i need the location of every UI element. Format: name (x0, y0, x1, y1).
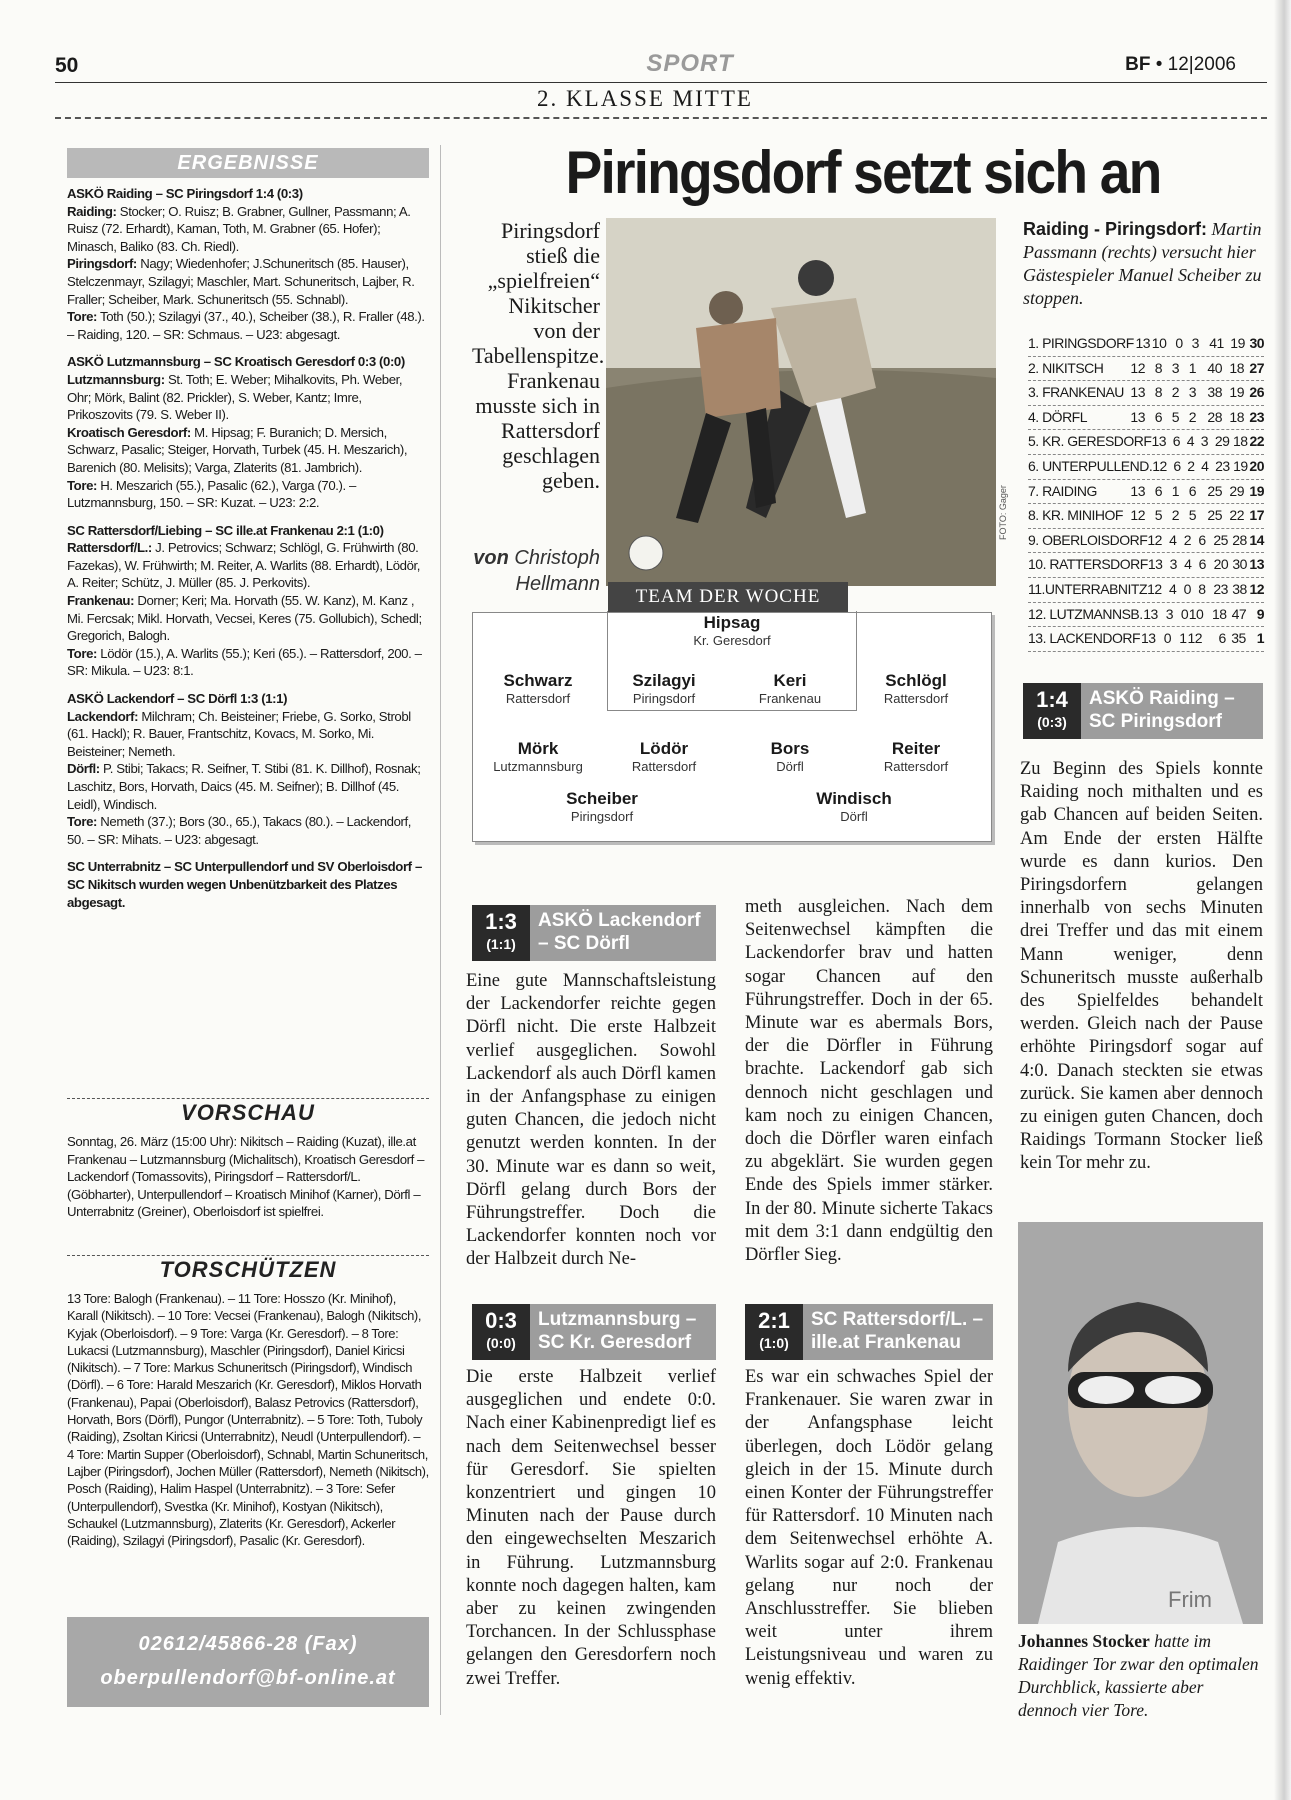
stat-value: 6 (1173, 457, 1181, 474)
vorschau-text: Sonntag, 26. März (15:00 Uhr): Nikitsch – Raiding (Kuzat), ille.at Frankenau – Lutzmannsburg (Michalitsch), Kroatisch Geresdorf – Lackendorf (Tomassovits), Piringsdorf – Rattersdorf/L. (Göbharter), Unterpullendorf – Kroatisch Minihof (Karner), Dörfl – Unterrabnitz (Greiner), Oberloisdorf ist spielfrei. (67, 1134, 425, 1220)
byline (472, 545, 600, 597)
standings-row (1028, 553, 1264, 578)
report-text: Die erste Halbzeit verlief ausgeglichen und endete 0:0. Nach einer Kabinenpredigt lief es nach dem Seitenwechsel besser für Geresdorf. Sie spielten konzentriert und gingen 10 Minuten nach der Pause durch den eingewechselten Meszarich in Führung. Lutzmannsburg konnte noch dagegen halten, kam aber zu keinen zwingenden Torchancen. In der Schlussphase gelangen den Geresdorfern noch zwei Treffer. (466, 1367, 716, 1689)
stat-value: 6 (1198, 531, 1206, 548)
stat-value: 0 (1180, 605, 1189, 622)
points: 19 (1249, 482, 1264, 499)
team-name: 12. LUTZMANNSB. (1028, 605, 1143, 622)
report-text: Zu Beginn des Spiels konnte Raiding noch mithalten und es gab Chancen auf beiden Seiten. Am Ende der ersten Hälfte wurde es dann kurios. Den Piringsdorfern gelangen innerhalb von sechs Minuten drei Treffer und das mit einem Mann weniger, denn Schuneritsch musste außerhalb des Spielfeldes behandelt werden. Gleich nach der Pause erhöhte Piringsdorf sogar auf 4:0. Danach steckten sie etwas zurück. Sie kamen aber dennoch zu einigen guten Chancen, doch Raidings Tormann Stocker ließ kein Tor mehr zu. (1020, 759, 1263, 1174)
team-name: 8. KR. MINIHOF (1028, 507, 1123, 524)
ergebnisse-heading: ERGEBNISSE (67, 148, 429, 178)
stat-value: 6 (1218, 630, 1226, 647)
points: 30 (1249, 335, 1265, 351)
portrait-photo (1018, 1222, 1263, 1624)
stat-value: 25 (1207, 507, 1222, 524)
stat-value: 47 (1231, 605, 1247, 622)
team-player (473, 671, 603, 706)
stat-value: 23 (1213, 580, 1228, 597)
game-title: ASKÖ Lutzmannsburg – SC Kroatisch Geresdorf 0:3 (0:0) (67, 354, 405, 370)
score-box (1023, 683, 1263, 739)
stat-value: 2 (1188, 408, 1196, 425)
player-club: Piringsdorf (570, 809, 634, 824)
player-club: Dörfl (776, 759, 804, 774)
stat-value: 20 (1213, 556, 1229, 573)
goals: Tore: Lödör (15.), A. Warlits (55.); Keri (65.). – Rattersdorf, 200. – SR: Mikula. – U23: 8:1. (67, 645, 422, 679)
game-result (67, 522, 429, 680)
player-club: Rattersdorf (883, 759, 949, 774)
lineup: Raiding: Stocker; O. Ruisz; B. Grabner, Gullner, Passmann; A. Ruisz (72. Erhardt), Kaman, Toth, M. Grabner (65. Hofer); Minasch, Baliko (83. Ch. Riedl). (67, 203, 411, 254)
stat-value: 3 (1200, 433, 1209, 450)
stat-value: 6 (1154, 408, 1162, 425)
team-player (537, 789, 667, 824)
stat-value: 2 (1171, 507, 1179, 524)
stat-value: 13 (1147, 556, 1163, 573)
stat-value: 12 (1130, 359, 1145, 376)
player-name: Scheiber (566, 789, 638, 808)
player-name: Reiter (891, 739, 941, 758)
stat-value: 29 (1229, 482, 1244, 499)
issue-date: 12|2006 (1167, 54, 1236, 75)
match-teams: ASKÖ Lackendorf – SC Dörfl (530, 905, 716, 961)
match-teams: Lutzmannsburg – SC Kr. Geresdorf (530, 1304, 716, 1360)
lineup: Kroatisch Geresdorf: M. Hipsag; F. Buranich; D. Mersich, Schwarz, Pasalic; Steiger, Horvath, Turbek (45. H. Meszarich), Barenich (80. Melisits); Varga, Zlaterits (81. Jambrich). (67, 424, 408, 475)
stat-value: 25 (1213, 531, 1228, 548)
team-name: 3. FRANKENAU (1028, 384, 1124, 401)
stat-value: 12 (1147, 580, 1162, 597)
team-player (599, 671, 729, 706)
caption-name: Johannes Stocker (1018, 1631, 1150, 1651)
half-time-score: (0:3) (1037, 714, 1067, 730)
player-club: Rattersdorf (883, 691, 949, 706)
stat-value: 40 (1207, 359, 1222, 376)
points: 22 (1249, 433, 1265, 450)
teaser: Piringsdorf stieß die „spielfreien“ Nikitscher von der Tabellenspitze. Frankenau musste sich in Rattersdorf geschlagen geben. (472, 218, 605, 493)
stat-value: 3 (1191, 335, 1199, 351)
game-title: ASKÖ Lackendorf – SC Dörfl 1:3 (1:1) (67, 691, 288, 707)
team-name: 11.UNTERRABNITZ (1028, 580, 1148, 597)
divider (67, 1255, 429, 1256)
stat-value: 13 (1130, 384, 1145, 401)
standings-table (1028, 332, 1264, 652)
points: 23 (1249, 408, 1264, 425)
stat-value: 6 (1188, 482, 1196, 499)
stat-value: 22 (1229, 507, 1244, 524)
stat-value: 18 (1232, 433, 1248, 450)
stat-value: 13 (1143, 605, 1158, 622)
lineup: Lutzmannsburg: St. Toth; E. Weber; Mihalkovits, Ph. Weber, Ohr; Mörk, Balint (82. Prickler), S. Weber, Kantz; Imre, Prikoszovits (79. S. Weber II). (67, 371, 403, 423)
game-title: ASKÖ Raiding – SC Piringsdorf 1:4 (0:3) (67, 186, 303, 201)
points: 17 (1249, 507, 1264, 524)
section-title: SPORT (646, 50, 734, 77)
cancelled-games: SC Unterrabnitz – SC Unterpullendorf und SV Oberloisdorf – SC Nikitsch wurden wegen Unbenützbarkeit des Platzes abgesagt. (67, 859, 422, 910)
standings-row (1028, 455, 1264, 480)
points: 13 (1249, 556, 1264, 573)
player-club: Frankenau (758, 691, 822, 706)
stat-value: 6 (1198, 556, 1206, 573)
standings-row (1028, 381, 1264, 406)
stat-value: 0 (1183, 580, 1191, 597)
portrait-caption (1018, 1630, 1263, 1722)
player-club: Kr. Geresdorf (693, 633, 771, 648)
stat-value: 1 (1188, 359, 1196, 376)
stat-value: 12 (1130, 507, 1145, 524)
team-name: 5. KR. GERESDORF (1028, 433, 1152, 450)
points: 20 (1249, 457, 1264, 474)
stat-value: 0 (1163, 630, 1172, 647)
stat-value: 6 (1154, 482, 1162, 499)
stat-value: 4 (1184, 556, 1192, 573)
stat-value: 13 (1135, 335, 1151, 351)
football-players-image (606, 218, 996, 586)
player-club: Dörfl (840, 809, 868, 824)
stat-value: 18 (1211, 605, 1227, 622)
league-title: 2. KLASSE MITTE (537, 86, 753, 111)
points: 1 (1256, 630, 1265, 647)
team-of-week-title: TEAM DER WOCHE (608, 582, 848, 612)
stat-value: 35 (1231, 630, 1246, 647)
final-score: 1:4 (1036, 687, 1068, 712)
stat-value: 8 (1154, 384, 1162, 401)
stat-value: 19 (1229, 384, 1244, 401)
player-name: Szilagyi (632, 671, 696, 690)
team-name: 6. UNTERPULLEND. (1028, 457, 1153, 474)
caption-text: hatte im Raidinger Tor zwar den optimalen Durchblick, kassierte aber dennoch vier Tore. (1018, 1631, 1259, 1720)
game-result (67, 185, 429, 343)
lineup: Rattersdorf/L.: J. Petrovics; Schwarz; Schlögl, G. Frühwirth (80. Fazekas), W. Frühwirth; M. Reiter, A. Warlits (88. Erhardt), Lödör, A. Reiter; Schütz, J. Müller (85. J. Perkovits). (67, 540, 421, 591)
points: 9 (1256, 605, 1264, 622)
match-photo (606, 218, 996, 586)
team-player (725, 671, 855, 706)
player-club: Lutzmannsburg (493, 759, 583, 774)
publication-name: BF (1125, 54, 1151, 75)
stat-value: 4 (1186, 433, 1195, 450)
stat-value: 4 (1169, 531, 1177, 548)
standings-row (1028, 430, 1264, 455)
player-name: Windisch (816, 789, 892, 808)
photo-credit: FOTO: Gager (998, 485, 1008, 540)
stat-value: 3 (1171, 359, 1179, 376)
team-of-week (472, 612, 992, 842)
lineup: Frankenau: Dorner; Keri; Ma. Horvath (55. W. Kanz), M. Kanz , Mi. Fercsak; Mikl. Horvath, Vecsei, Keres (75. Gollubich), Schedl; Gregorich, Balogh. (67, 593, 422, 644)
player-name: Schlögl (885, 671, 947, 690)
standings-row (1028, 627, 1264, 652)
stat-value: 3 (1169, 556, 1177, 573)
goals: Tore: Toth (50.); Szilagyi (37., 40.), Scheiber (38.), R. Fraller (48.). – Raiding, 120. – SR: Schmaus. – U23: abgesagt. (67, 309, 425, 342)
player-name: Mörk (517, 739, 559, 758)
stat-value: 30 (1232, 556, 1247, 573)
lineup: Lackendorf: Milchram; Ch. Beisteiner; Friebe, G. Sorko, Strobl (61. Hackl); R. Bauer, Frantschitz, Kovacs, M. Sorko, Mi. Beisteiner; Nemeth. (67, 708, 411, 759)
stat-value: 13 (1130, 482, 1145, 499)
lineup: Dörfl: P. Stibi; Takacs; R. Seifner, T. Stibi (81. K. Dillhof), Rosnak; Laschitz, Bors, Horvath, Daics (45. M. Seifner); B. Dillhof (45. Leidl), Windisch. (67, 761, 421, 812)
final-score: 0:3 (485, 1308, 517, 1333)
header-divider (55, 117, 1267, 119)
player-name: Hipsag (703, 613, 761, 632)
stat-value: 28 (1232, 531, 1247, 548)
stat-value: 28 (1207, 408, 1222, 425)
lineup: Piringsdorf: Nagy; Wiedenhofer; J.Schuneritsch (85. Hauser), Stelczenmayr, Szilagyi; Maschler, Mart. Schuneritsch, Lajber, R. Fraller; Scheiber, Mark. Schuneritsch (55. Schnabl). (67, 256, 415, 307)
stat-value: 3 (1165, 605, 1173, 622)
report-text: Eine gute Mannschaftsleistung der Lackendorfer reichte gegen Dörfl nicht. Die erste Halbzeit verlief ausgeglichen. Sowohl Lackendorf als auch Dörfl kamen in der Anfangsphase zu einigen guten Chancen, die jedoch nicht genutzt werden konnten. In der 30. Minute war es dann so weit, Dörfl gelang durch Bors der Führungstreffer. Doch die Lackendorfer konnten noch vor der Halbzeit durch Ne- (466, 971, 716, 1270)
stat-value: 38 (1232, 580, 1247, 597)
score-box (745, 1304, 993, 1360)
vorschau-heading: VORSCHAU (181, 1100, 315, 1125)
stat-value: 2 (1183, 531, 1192, 548)
player-name: Bors (770, 739, 810, 758)
goals: Tore: Nemeth (37.); Bors (30., 65.), Takacs (80.). – Lackendorf, 50. – SR: Mihats. – U23: abgesagt. (67, 814, 412, 847)
publication-info: BF • 12|2006 (1125, 54, 1236, 75)
standings-row (1028, 357, 1264, 382)
player-name: Schwarz (503, 671, 573, 690)
team-player (599, 739, 729, 774)
standings-row (1028, 578, 1264, 603)
team-name: 9. OBERLOISDORF (1028, 531, 1148, 548)
team-player (667, 613, 797, 648)
stat-value: 18 (1229, 408, 1244, 425)
final-score: 2:1 (758, 1308, 790, 1333)
game-result (67, 690, 429, 848)
report-text-continued: meth ausgleichen. Nach dem Seitenwechsel kämpften die Lackendorfer brav und hatten sogar Chancen auf den Führungstreffer. Doch in der 65. Minute war es abermals Bors, der die Dörfler in Führung brachte. Lackendorf gab sich dennoch nicht geschlagen und kam noch zu einigen Chancen, doch die Dörfler waren einfach zu abgeklärt. Sie wurden gegen Ende des Spiels immer stärker. In der 80. Minute sicherte Takacs mit dem 3:1 dann endgültig den Dörfler Sieg. (745, 897, 993, 1266)
page-number: 50 (55, 54, 79, 77)
stat-value: 38 (1207, 384, 1222, 401)
stat-value: 23 (1215, 457, 1230, 474)
stat-value: 29 (1214, 433, 1230, 450)
page-edge (1274, 0, 1291, 1800)
score-box (472, 1304, 716, 1360)
stat-value: 25 (1207, 482, 1222, 499)
stat-value: 10 (1188, 605, 1204, 622)
stat-value: 1 (1179, 630, 1187, 647)
match-teams: SC Rattersdorf/L. – ille.at Frankenau (803, 1304, 993, 1360)
torschuetzen-text: 13 Tore: Balogh (Frankenau). – 11 Tore: Hosszo (Kr. Minihof), Karall (Nikitsch). – 10 Tore: Vecsei (Frankenau), Balogh (Nikitsch), Kyjak (Oberloisdorf). – 9 Tore: Varga (Kr. Geresdorf). – 8 Tore: Lukacsi (Lutzmannsburg), Maschler (Piringsdorf), Daniel Kiricsi (Nikitsch). – 7 Tore: Markus Schuneritsch (Piringsdorf), Windisch (Dörfl). – 6 Tore: Harald Meszarich (Kr. Geresdorf), Miklos Horvath (Frankenau), Papai (Oberloisdorf), Balasz Petrovics (Rattersdorf), Horvath, Bors (Dörfl), Pungor (Unterrabnitz). – 5 Tore: Toth, Tuboly (Raiding), Zsoltan Kiricsi (Unterrabnitz), Neudl (Unterpullendorf). – 4 Tore: Martin Supper (Oberloisdorf), Schnabl, Martin Schuneritsch, Lajber (Piringsdorf), Jochen Müller (Rattersdorf), Nemeth (Nikitsch), Posch (Raiding), Halim Haspel (Unterrabnitz). – 3 Tore: Sefer (Unterpullendorf), Svestka (Kr. Minihof), Kostyan (Nikitsch), Schaukel (Lutzmannsburg), Zlaterits (Kr. Geresdorf), Ackerler (Raiding), Szilagyi (Piringsdorf), Pasalic (Kr. Geresdorf). (67, 1291, 429, 1549)
stat-value: 19 (1230, 335, 1245, 351)
stat-value: 2 (1171, 384, 1179, 401)
stat-value: 0 (1175, 335, 1183, 351)
shirt-sponsor-text: Frim (1168, 1587, 1212, 1612)
photo-caption (1023, 218, 1263, 310)
standings-row (1028, 529, 1264, 554)
match-teams: ASKÖ Raiding – SC Piringsdorf (1081, 683, 1263, 739)
half-time-score: (0:0) (486, 1335, 516, 1351)
results-list (67, 185, 429, 921)
caption-match: Raiding - Piringsdorf: (1023, 219, 1207, 239)
points: 14 (1249, 531, 1264, 548)
author-name: Christoph Hellmann (514, 547, 600, 595)
half-time-score: (1:0) (759, 1335, 789, 1351)
team-player (851, 671, 981, 706)
stat-value: 12 (1152, 457, 1167, 474)
stat-value: 4 (1201, 457, 1209, 474)
team-player (725, 739, 855, 774)
player-club: Rattersdorf (505, 691, 571, 706)
player-name: Lödör (639, 739, 689, 758)
team-name: 10. RATTERSDORF (1028, 556, 1148, 573)
team-player (473, 739, 603, 774)
team-player (851, 739, 981, 774)
standings-row (1028, 406, 1264, 431)
headline: Piringsdorf setzt sich an (565, 139, 1161, 206)
score-box (472, 905, 716, 961)
team-player (789, 789, 919, 824)
game-title: SC Rattersdorf/Liebing – SC ille.at Frankenau 2:1 (1:0) (67, 522, 384, 538)
stat-value: 10 (1151, 335, 1167, 351)
team-name: 13. LACKENDORF (1028, 630, 1141, 647)
header-rule (55, 82, 1267, 83)
standings-row (1028, 332, 1264, 357)
stat-value: 8 (1154, 359, 1162, 376)
final-score: 1:3 (485, 909, 517, 934)
stat-value: 19 (1233, 457, 1248, 474)
stat-value: 13 (1130, 408, 1145, 425)
team-name: 7. RAIDING (1028, 482, 1097, 499)
fax-number: 02612/45866-28 (Fax) (138, 1633, 358, 1655)
stat-value: 5 (1188, 507, 1196, 524)
player-club: Piringsdorf (632, 691, 696, 706)
team-name: 4. DÖRFL (1028, 408, 1088, 425)
team-name: 1. PIRINGSDORF (1028, 335, 1134, 351)
caption-text: Martin Passmann (rechts) versucht hier Gästespieler Manuel Scheiber zu stoppen. (1023, 219, 1262, 308)
stat-value: 4 (1169, 580, 1177, 597)
standings-row (1028, 480, 1264, 505)
stat-value: 12 (1147, 531, 1162, 548)
player-club: Rattersdorf (631, 759, 697, 774)
stat-value: 3 (1188, 384, 1196, 401)
stat-value: 2 (1187, 457, 1195, 474)
stat-value: 6 (1172, 433, 1181, 450)
game-result (67, 353, 429, 511)
stat-value: 8 (1198, 580, 1206, 597)
stat-value: 18 (1229, 359, 1244, 376)
points: 26 (1249, 384, 1264, 401)
stat-value: 13 (1151, 433, 1167, 450)
half-time-score: (1:1) (486, 936, 516, 952)
byline-von: von (473, 547, 509, 569)
divider (67, 1098, 429, 1099)
points: 27 (1249, 359, 1264, 376)
team-name: 2. NIKITSCH (1028, 359, 1104, 376)
goals: Tore: H. Meszarich (55.), Pasalic (62.), Varga (70.). – Lutzmannsburg, 150. – SR: Kuzat. – U23: 2:2. (67, 477, 356, 511)
email-address[interactable]: oberpullendorf@bf-online.at (100, 1667, 396, 1689)
stat-value: 13 (1140, 630, 1156, 647)
stat-value: 12 (1187, 630, 1203, 647)
stat-value: 41 (1209, 335, 1224, 351)
standings-row (1028, 603, 1264, 628)
standings-row (1028, 504, 1264, 529)
report-text: Es war ein schwaches Spiel der Frankenauer. Sie waren zwar in der Anfangsphase leicht überlegen, doch Lödör gelang gleich in der 15. Minute durch einen Konter der Führungstreffer für Rattersdorf. 10 Minuten nach dem Seitenwechsel erhöhte A. Warlits sogar auf 2:0. Frankenau gelang nur noch der Anschlusstreffer. Sie blieben weit unter ihrem Leistungsniveau und waren zu wenig effektiv. (745, 1367, 993, 1689)
goalkeeper-portrait-image (1018, 1222, 1263, 1624)
player-name: Keri (773, 671, 807, 690)
contact-box (67, 1617, 429, 1707)
points: 12 (1249, 580, 1265, 597)
torschuetzen-heading: TORSCHÜTZEN (159, 1257, 337, 1282)
stat-value: 1 (1171, 482, 1179, 499)
stat-value: 5 (1154, 507, 1162, 524)
stat-value: 5 (1171, 408, 1179, 425)
